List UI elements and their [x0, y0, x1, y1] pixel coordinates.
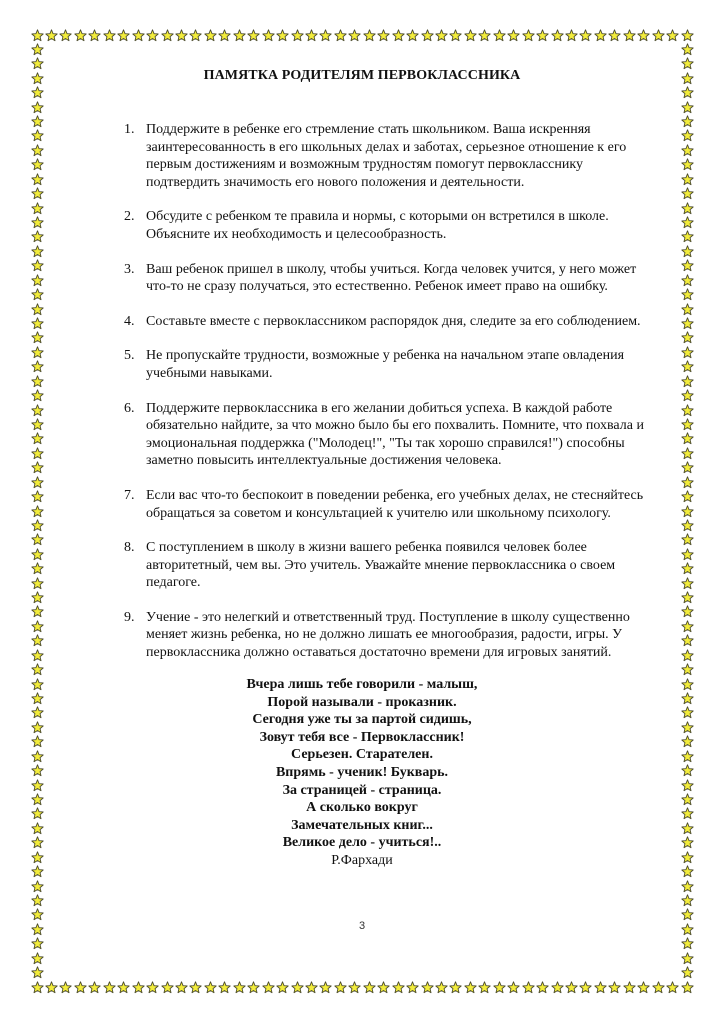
star-icon — [681, 663, 694, 676]
poem-line: Порой называли - проказник. — [267, 694, 457, 710]
star-icon — [31, 129, 44, 142]
star-icon — [31, 505, 44, 518]
list-item-text-line: что-то не сразу получаться, это естественно. Ребенок имеет право на ошибку. — [146, 279, 608, 295]
star-icon — [132, 29, 145, 42]
star-icon — [31, 375, 44, 388]
star-icon — [262, 981, 275, 994]
star-icon — [681, 389, 694, 402]
star-icon — [666, 981, 679, 994]
star-icon — [681, 173, 694, 186]
star-icon — [103, 981, 116, 994]
list-item-text-line: учебными навыками. — [146, 365, 273, 381]
star-icon — [681, 591, 694, 604]
star-icon — [681, 952, 694, 965]
star-icon — [449, 981, 462, 994]
list-item-text-line: первоклассника должно оставаться достаточно времени для игровых занятий. — [146, 645, 612, 661]
star-icon — [406, 29, 419, 42]
star-icon — [579, 981, 592, 994]
star-icon — [681, 432, 694, 445]
star-icon — [681, 86, 694, 99]
star-icon — [652, 981, 665, 994]
star-icon — [31, 43, 44, 56]
star-icon — [681, 317, 694, 330]
star-icon — [31, 432, 44, 445]
star-icon — [31, 952, 44, 965]
star-icon — [348, 29, 361, 42]
star-icon — [421, 981, 434, 994]
poem-line: Серьезен. Старателен. — [291, 747, 433, 763]
poem-line: А сколько вокруг — [306, 800, 418, 816]
star-icon — [608, 981, 621, 994]
star-icon — [421, 29, 434, 42]
star-icon — [305, 29, 318, 42]
star-icon — [31, 663, 44, 676]
list-item — [124, 313, 672, 331]
star-icon — [406, 981, 419, 994]
star-icon — [31, 144, 44, 157]
list-item-text-line: Составьте вместе с первоклассником распорядок дня, следите за его соблюдением. — [146, 313, 641, 329]
star-icon — [681, 360, 694, 373]
star-icon — [507, 981, 520, 994]
star-icon — [31, 101, 44, 114]
star-icon — [31, 86, 44, 99]
star-icon — [594, 29, 607, 42]
poem-line: Зовут тебя все - Первоклассник! — [259, 729, 465, 745]
star-icon — [276, 29, 289, 42]
star-icon — [334, 29, 347, 42]
star-icon — [31, 245, 44, 258]
star-icon — [31, 202, 44, 215]
star-icon — [31, 259, 44, 272]
star-icon — [493, 981, 506, 994]
star-icon — [59, 29, 72, 42]
star-icon — [175, 29, 188, 42]
list-item — [124, 487, 672, 522]
star-icon — [681, 288, 694, 301]
list-item-number: 5. — [124, 348, 135, 364]
poem-line: Вчера лишь тебе говорили - малыш, — [246, 677, 478, 692]
list-item — [124, 261, 672, 296]
star-icon — [31, 577, 44, 590]
star-icon — [551, 29, 564, 42]
list-item-text-line: первым достижениям и возможным трудностям помогут первокласснику — [146, 157, 583, 173]
star-icon — [522, 981, 535, 994]
poem-line: Замечательных книг... — [291, 817, 433, 833]
list-item-number: 8. — [124, 540, 135, 556]
page-number: 3 — [358, 920, 366, 932]
star-icon — [681, 129, 694, 142]
star-icon — [74, 981, 87, 994]
star-icon — [45, 29, 58, 42]
star-icon — [305, 981, 318, 994]
star-icon — [31, 937, 44, 950]
star-icon — [681, 577, 694, 590]
star-icon — [31, 880, 44, 893]
list-item-number: 3. — [124, 261, 135, 277]
list-item-text-line: Поддержите первоклассника в его желании добиться успеха. В каждой работе — [146, 400, 613, 416]
list-item-number: 1. — [124, 122, 135, 137]
star-icon — [435, 29, 448, 42]
star-icon — [377, 981, 390, 994]
star-icon — [31, 620, 44, 633]
star-icon — [161, 981, 174, 994]
star-icon — [652, 29, 665, 42]
star-icon — [31, 173, 44, 186]
star-icon — [681, 476, 694, 489]
star-icon — [103, 29, 116, 42]
star-icon — [31, 447, 44, 460]
star-icon — [117, 981, 130, 994]
list-item — [124, 609, 672, 662]
list-item-text-line: эмоциональная поддержка ("Молодец!", "Ты так хорошо справился!") способны — [146, 435, 625, 451]
list-item-text-line: Обсудите с ребенком те правила и нормы, с которыми он встретился в школе. — [146, 209, 609, 225]
star-icon — [117, 29, 130, 42]
star-icon — [218, 29, 231, 42]
star-icon — [681, 230, 694, 243]
star-icon — [681, 490, 694, 503]
star-icon — [464, 29, 477, 42]
star-icon — [681, 187, 694, 200]
star-icon — [31, 591, 44, 604]
star-icon — [31, 548, 44, 561]
star-icon — [565, 981, 578, 994]
star-icon — [31, 187, 44, 200]
star-icon — [31, 519, 44, 532]
list-item-text-line: подтвердить значимость его нового положения и деятельности. — [146, 174, 525, 190]
star-icon — [88, 981, 101, 994]
star-icon — [681, 533, 694, 546]
star-icon — [623, 981, 636, 994]
poem — [0, 676, 724, 870]
poem-line: Впрямь - ученик! Букварь. — [275, 764, 449, 780]
star-icon — [31, 490, 44, 503]
star-icon — [681, 548, 694, 561]
star-icon — [45, 981, 58, 994]
star-icon — [319, 981, 332, 994]
star-icon — [31, 966, 44, 979]
star-icon — [31, 981, 44, 994]
star-icon — [31, 894, 44, 907]
list-item-text-line: заинтересованность в его школьных делах и заботах, серьезное отношение к его — [146, 139, 627, 155]
star-icon — [623, 29, 636, 42]
star-icon — [31, 605, 44, 618]
star-icon — [681, 216, 694, 229]
star-icon — [161, 29, 174, 42]
star-icon — [681, 937, 694, 950]
star-icon — [31, 346, 44, 359]
document-title: ПАМЯТКА РОДИТЕЛЯМ ПЕРВОКЛАССНИКА — [203, 68, 521, 83]
star-icon — [681, 894, 694, 907]
star-icon — [31, 476, 44, 489]
star-icon — [637, 981, 650, 994]
star-icon — [681, 375, 694, 388]
list-item-text-line: Учение - это нелегкий и ответственный труд. Поступление в школу существенно — [146, 609, 630, 625]
poem-line: Сегодня уже ты за партой сидишь, — [252, 712, 472, 728]
star-icon — [536, 981, 549, 994]
star-icon — [565, 29, 578, 42]
list-item-text-line: обращаться за советом и консультацией к учителю или школьному психологу. — [146, 505, 611, 521]
star-icon — [507, 29, 520, 42]
star-icon — [204, 29, 217, 42]
star-icon — [132, 981, 145, 994]
list-item-text-line: обязательно найдите, за что можно было бы его похвалить. Помните, что похвала и — [146, 418, 644, 434]
star-icon — [175, 981, 188, 994]
star-icon — [666, 29, 679, 42]
star-icon — [59, 981, 72, 994]
poem-line: За страницей - страница. — [282, 782, 442, 798]
star-icon — [31, 404, 44, 417]
star-icon — [681, 634, 694, 647]
star-icon — [204, 981, 217, 994]
star-icon — [31, 634, 44, 647]
star-icon — [681, 605, 694, 618]
star-icon — [247, 981, 260, 994]
star-icon — [31, 274, 44, 287]
star-icon — [31, 158, 44, 171]
list-item-number: 6. — [124, 400, 135, 416]
star-icon — [247, 29, 260, 42]
star-icon — [363, 29, 376, 42]
advice-list — [124, 121, 672, 679]
star-icon — [681, 202, 694, 215]
star-icon — [681, 331, 694, 344]
star-icon — [681, 418, 694, 431]
star-icon — [334, 981, 347, 994]
star-icon — [276, 981, 289, 994]
list-item — [124, 347, 672, 382]
list-item-text-line: С поступлением в школу в жизни вашего ребенка появился человек более — [146, 540, 587, 556]
star-icon — [262, 29, 275, 42]
list-item-text-line: меняет жизнь ребенка, но не должно лишать ее многообразия, радости, игры. У — [146, 627, 623, 643]
star-icon — [31, 317, 44, 330]
star-icon — [319, 29, 332, 42]
star-icon — [31, 649, 44, 662]
star-icon — [681, 144, 694, 157]
star-icon — [74, 29, 87, 42]
list-item — [124, 208, 672, 243]
star-icon — [31, 230, 44, 243]
star-icon — [31, 303, 44, 316]
star-icon — [31, 418, 44, 431]
list-item-number: 4. — [124, 313, 135, 329]
star-icon — [146, 29, 159, 42]
list-item-text-line: Не пропускайте трудности, возможные у ребенка на начальном этапе овладения — [146, 348, 625, 364]
list-item-text-line: Объясните их необходимость и целесообразность. — [146, 226, 447, 242]
list-item — [124, 121, 672, 191]
star-icon — [579, 29, 592, 42]
list-item — [124, 539, 672, 592]
list-item-text-line: авторитетный, чем вы. Это учитель. Уважайте мнение первоклассника о своем — [146, 557, 616, 573]
star-icon — [291, 981, 304, 994]
list-item-text-line: педагоге. — [146, 575, 201, 591]
star-icon — [377, 29, 390, 42]
star-icon — [681, 115, 694, 128]
star-icon — [608, 29, 621, 42]
star-icon — [681, 519, 694, 532]
star-icon — [551, 981, 564, 994]
star-icon — [392, 981, 405, 994]
star-icon — [233, 29, 246, 42]
star-icon — [637, 29, 650, 42]
list-item-text-line: Если вас что-то беспокоит в поведении ребенка, его учебных делах, не стесняйтесь — [146, 487, 644, 503]
star-icon — [681, 303, 694, 316]
star-icon — [31, 288, 44, 301]
star-icon — [146, 981, 159, 994]
star-icon — [681, 43, 694, 56]
star-icon — [681, 505, 694, 518]
list-item-number: 2. — [124, 209, 135, 225]
star-icon — [363, 981, 376, 994]
star-icon — [449, 29, 462, 42]
star-icon — [522, 29, 535, 42]
star-icon — [392, 29, 405, 42]
star-icon — [31, 562, 44, 575]
star-icon — [233, 981, 246, 994]
star-icon — [31, 533, 44, 546]
list-item-text-line: заметно повысить интеллектуальные достижения человека. — [146, 453, 502, 469]
star-icon — [88, 29, 101, 42]
star-icon — [681, 346, 694, 359]
star-icon — [681, 649, 694, 662]
star-icon — [31, 115, 44, 128]
star-icon — [681, 259, 694, 272]
star-icon — [681, 245, 694, 258]
star-icon — [478, 981, 491, 994]
list-item-text-line: Ваш ребенок пришел в школу, чтобы учиться. Когда человек учится, у него может — [146, 261, 637, 277]
star-icon — [31, 29, 44, 42]
star-icon — [681, 404, 694, 417]
star-icon — [478, 29, 491, 42]
star-icon — [681, 29, 694, 42]
star-icon — [594, 981, 607, 994]
star-icon — [189, 981, 202, 994]
list-item-number: 9. — [124, 609, 135, 625]
star-icon — [218, 981, 231, 994]
star-icon — [31, 331, 44, 344]
star-icon — [681, 101, 694, 114]
star-icon — [536, 29, 549, 42]
star-icon — [464, 981, 477, 994]
poem-line: Великое дело - учиться!.. — [282, 835, 442, 851]
star-icon — [31, 360, 44, 373]
star-icon — [681, 562, 694, 575]
list-item-number: 7. — [124, 487, 135, 503]
star-icon — [681, 447, 694, 460]
star-icon — [435, 981, 448, 994]
star-icon — [681, 880, 694, 893]
star-icon — [681, 981, 694, 994]
star-icon — [493, 29, 506, 42]
star-icon — [681, 158, 694, 171]
star-icon — [31, 389, 44, 402]
list-item-text-line: Поддержите в ребенке его стремление стать школьником. Ваша искренняя — [146, 122, 591, 137]
star-icon — [291, 29, 304, 42]
star-icon — [681, 620, 694, 633]
star-icon — [31, 216, 44, 229]
star-icon — [681, 274, 694, 287]
star-icon — [348, 981, 361, 994]
list-item — [124, 400, 672, 470]
star-icon — [681, 966, 694, 979]
star-icon — [189, 29, 202, 42]
star-icon — [681, 461, 694, 474]
poem-author: Р.Фархади — [331, 852, 393, 868]
star-icon — [31, 461, 44, 474]
